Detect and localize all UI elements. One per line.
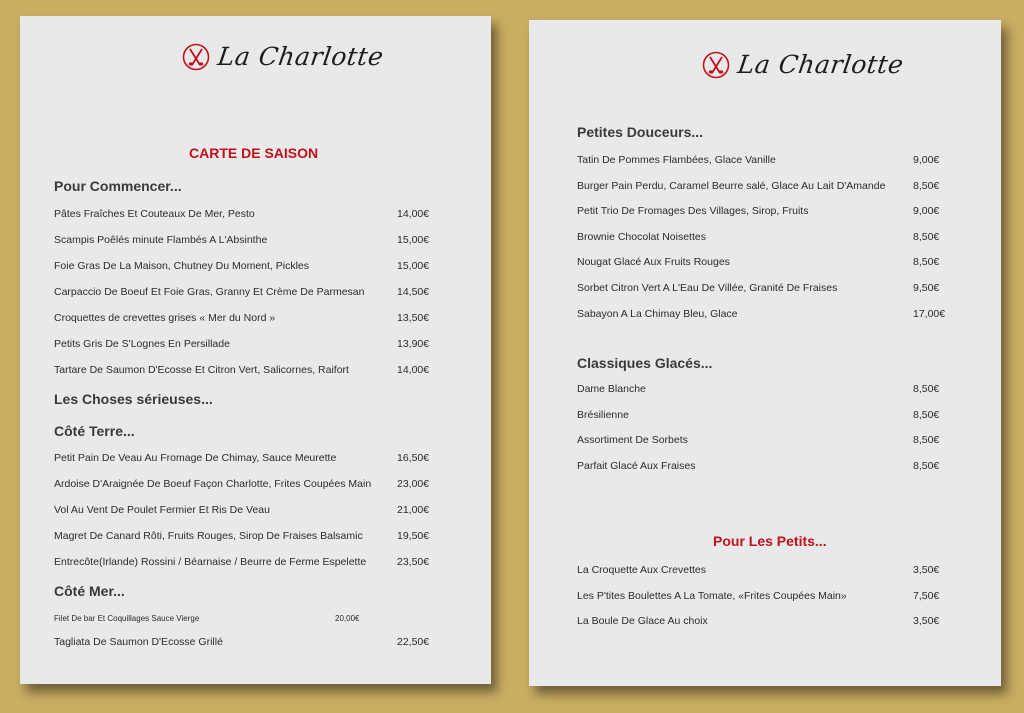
menu-item: Croquettes de crevettes grises « Mer du Nord » — [54, 312, 276, 324]
menu-item: Assortiment De Sorbets — [577, 434, 688, 446]
menu-item: Tagliata De Saumon D'Ecosse Grillé — [54, 636, 223, 648]
menu-item-price: 9,50€ — [913, 282, 940, 294]
menu-item: Ardoise D'Araignée De Boeuf Façon Charlotte, Frites Coupées Main — [54, 478, 372, 490]
menu-item: Pâtes Fraîches Et Couteaux De Mer, Pesto — [54, 208, 255, 220]
menu-item: Dame Blanche — [577, 383, 646, 395]
brand-logo — [702, 50, 906, 79]
menu-item: Sorbet Citron Vert A L'Eau De Villée, Granité De Fraises — [577, 282, 838, 294]
menu-item: Foie Gras De La Maison, Chutney Du Moment, Pickles — [54, 260, 310, 272]
menu-item-price: 8,50€ — [913, 180, 940, 192]
menu-item-price: 20,00€ — [335, 614, 360, 623]
menu-page-left — [20, 16, 491, 684]
section-heading-sea: Côté Mer... — [54, 583, 125, 599]
section-heading-land: Côté Terre... — [54, 423, 135, 439]
menu-item-price: 7,50€ — [913, 590, 940, 602]
menu-item: Burger Pain Perdu, Caramel Beurre salé, Glace Au Lait D'Amande — [577, 180, 886, 192]
menu-item-price: 13,50€ — [397, 312, 430, 324]
menu-item: La Croquette Aux Crevettes — [577, 564, 706, 576]
menu-item: Entrecôte(Irlande) Rossini / Béarnaise / Beurre de Ferme Espelette — [54, 556, 367, 568]
menu-page-right — [529, 20, 1001, 686]
menu-item-price: 8,50€ — [913, 256, 940, 268]
menu-item-price: 23,00€ — [397, 478, 430, 490]
menu-item: Tartare De Saumon D'Ecosse Et Citron Vert, Salicornes, Raifort — [54, 364, 349, 376]
menu-item: Petits Gris De S'Lognes En Persillade — [54, 338, 230, 350]
section-heading-icecream: Classiques Glacés... — [577, 355, 713, 371]
menu-item: Les P'tites Boulettes A La Tomate, «Frites Coupées Main» — [577, 590, 847, 602]
menu-item: Filet De bar Et Coquillages Sauce Vierge — [54, 614, 200, 623]
menu-item: Carpaccio De Boeuf Et Foie Gras, Granny Et Crème De Parmesan — [54, 286, 365, 298]
menu-item-price: 15,00€ — [397, 234, 430, 246]
menu-item-price: 17,00€ — [913, 308, 946, 320]
menu-item-price: 8,50€ — [913, 434, 940, 446]
menu-item-price: 21,00€ — [397, 504, 430, 516]
menu-item: Brownie Chocolat Noisettes — [577, 231, 706, 243]
menu-item-price: 14,00€ — [397, 208, 430, 220]
section-heading-serious: Les Choses sérieuses... — [54, 391, 213, 407]
menu-item: Parfait Glacé Aux Fraises — [577, 460, 696, 472]
section-heading-starters: Pour Commencer... — [54, 178, 182, 194]
menu-item-price: 22,50€ — [397, 636, 430, 648]
menu-item-price: 23,50€ — [397, 556, 430, 568]
menu-item: Petit Pain De Veau Au Fromage De Chimay, Sauce Meurette — [54, 452, 337, 464]
menu-item-price: 8,50€ — [913, 460, 940, 472]
menu-item: Sabayon A La Chimay Bleu, Glace — [577, 308, 738, 320]
menu-item-price: 13,90€ — [397, 338, 430, 350]
menu-item: Nougat Glacé Aux Fruits Rouges — [577, 256, 730, 268]
menu-item: Tatin De Pommes Flambées, Glace Vanille — [577, 154, 776, 166]
menu-item-price: 9,00€ — [913, 205, 940, 217]
brand-name: La Charlotte — [215, 42, 386, 71]
page-title: CARTE DE SAISON — [189, 145, 319, 161]
menu-item: Vol Au Vent De Poulet Fermier Et Ris De Veau — [54, 504, 270, 516]
crossed-utensils-icon — [182, 43, 210, 71]
menu-item-price: 19,50€ — [397, 530, 430, 542]
section-heading-desserts: Petites Douceurs... — [577, 124, 704, 140]
menu-item-price: 8,50€ — [913, 383, 940, 395]
brand-name: La Charlotte — [735, 50, 906, 79]
menu-item-price: 14,00€ — [397, 364, 430, 376]
menu-item: Brésilienne — [577, 409, 629, 421]
crossed-utensils-icon — [702, 51, 730, 79]
menu-item: Magret De Canard Rôti, Fruits Rouges, Sirop De Fraises Balsamic — [54, 530, 363, 542]
menu-item-price: 9,00€ — [913, 154, 940, 166]
menu-item: Scampis Poêlés minute Flambés A L'Absinthe — [54, 234, 268, 246]
menu-item-price: 3,50€ — [913, 615, 940, 627]
menu-item-price: 8,50€ — [913, 409, 940, 421]
menu-item-price: 8,50€ — [913, 231, 940, 243]
menu-item: Petit Trio De Fromages Des Villages, Sirop, Fruits — [577, 205, 809, 217]
menu-item-price: 14,50€ — [397, 286, 430, 298]
menu-item-price: 16,50€ — [397, 452, 430, 464]
menu-item: La Boule De Glace Au choix — [577, 615, 708, 627]
menu-item-price: 3,50€ — [913, 564, 940, 576]
section-heading-kids: Pour Les Petits... — [713, 533, 827, 549]
brand-logo — [182, 42, 386, 71]
menu-item-price: 15,00€ — [397, 260, 430, 272]
